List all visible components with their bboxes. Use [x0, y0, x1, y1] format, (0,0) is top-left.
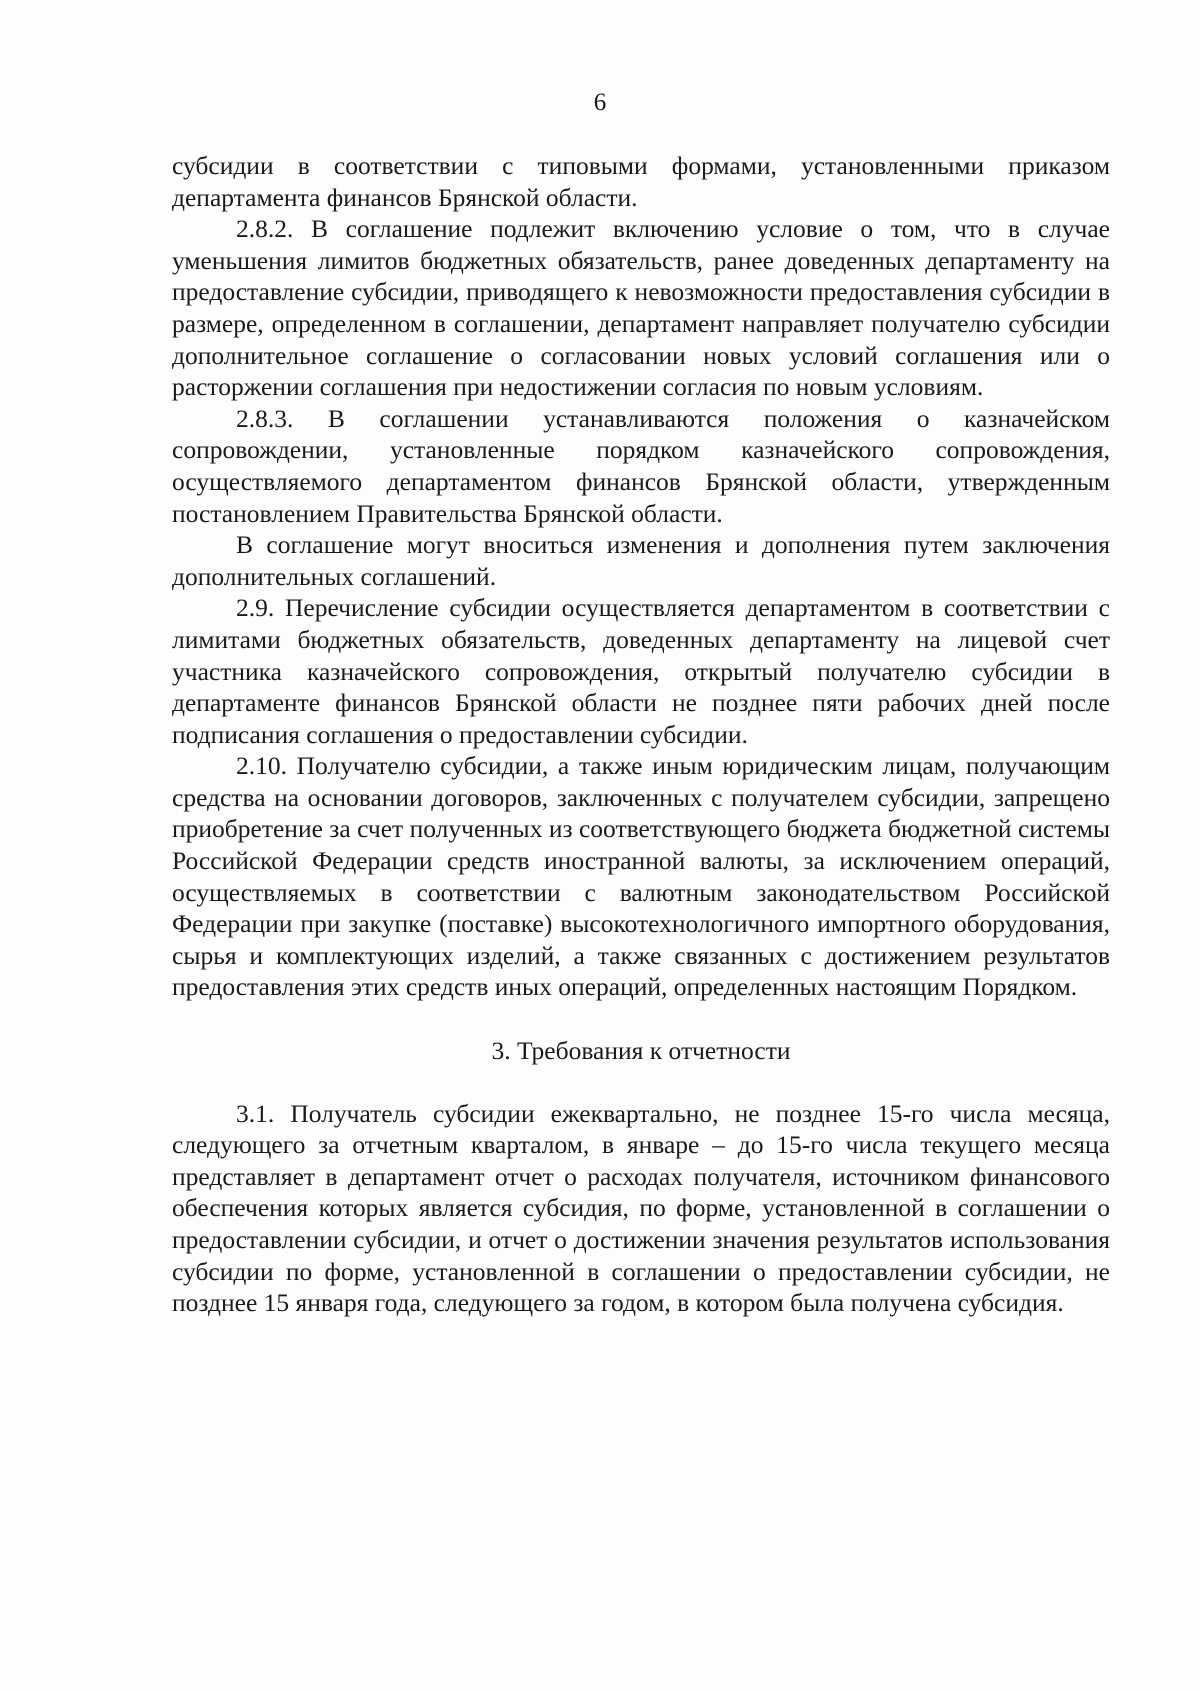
paragraph-continuation: субсидии в соответствии с типовыми формами, установленными приказом департамента финансов Брянской области.: [172, 151, 1110, 212]
section-heading: 3. Требования к отчетности: [491, 1036, 791, 1066]
paragraph-2-8-2: 2.8.2. В соглашение подлежит включению условие о том, что в случае уменьшения лимитов бюджетных обязательств, ранее доведенных департаменту на предоставление субсидии, приводящего к невозможности предоставления субсидии в размере, определенном в соглашении, департамент направляет получателю субсидии дополнительное соглашение о согласовании новых условий соглашения или о расторжении соглашения при недостижении согласия по новым условиям.: [172, 214, 1110, 402]
page-number: 6: [593, 89, 607, 116]
paragraph-2-10: 2.10. Получателю субсидии, а также иным юридическим лицам, получающим средства на основании договоров, заключенных с получателем субсидии, запрещено приобретение за счет полученных из соответствующего бюджета бюджетной системы Российской Федерации средств иностранной валюты, за исключением операций, осуществляемых в соответствии с валютным законодательством Российской Федерации при закупке (поставке) высокотехнологичного импортного оборудования, сырья и комплектующих изделий, а также связанных с достижением результатов предоставления этих средств иных операций, определенных настоящим Порядком.: [172, 751, 1110, 1002]
paragraph-3-1: 3.1. Получатель субсидии ежеквартально, не позднее 15-го числа месяца, следующего за отчетным кварталом, в январе – до 15-го числа текущего месяца представляет в департамент отчет о расходах получателя, источником финансового обеспечения которых является субсидия, по форме, установленной в соглашении о предоставлении субсидии, и отчет о достижении значения результатов использования субсидии по форме, установленной в соглашении о предоставлении субсидии, не позднее 15 января года, следующего за годом, в котором была получена субсидия.: [172, 1098, 1110, 1318]
paragraph-2-8-3: 2.8.3. В соглашении устанавливаются положения о казначейском сопровождении, установленные порядком казначейского сопровождения, осуществляемого департаментом финансов Брянской области, утвержденным постановлением Правительства Брянской области.: [172, 403, 1110, 528]
paragraph-2-9: 2.9. Перечисление субсидии осуществляется департаментом в соответствии с лимитами бюджетных обязательств, доведенных департаменту на лицевой счет участника казначейского сопровождения, открытый получателю субсидии в департаменте финансов Брянской области не позднее пяти рабочих дней после подписания соглашения о предоставлении субсидии.: [172, 593, 1110, 749]
paragraph-amendments: В соглашение могут вноситься изменения и дополнения путем заключения дополнительных соглашений.: [172, 530, 1110, 591]
document-body: [172, 150, 1110, 1319]
